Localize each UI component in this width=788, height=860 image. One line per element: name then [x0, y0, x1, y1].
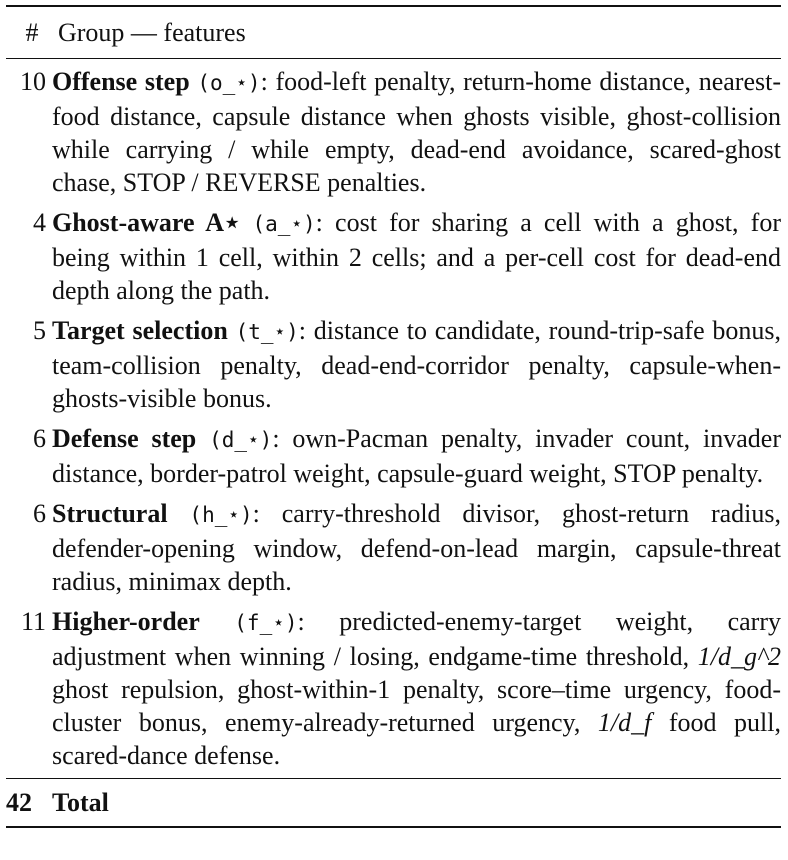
row-description [52, 497, 781, 598]
group-name: Target selection [52, 316, 228, 345]
row-description [52, 422, 781, 490]
group-name: Defense step [52, 424, 197, 453]
row-description [52, 314, 781, 415]
row-count: 6 [33, 424, 46, 453]
row-description [52, 605, 781, 772]
total-row [6, 779, 781, 826]
row-count: 11 [20, 607, 46, 636]
feature-list: : carry-threshold divisor, ghost-return radius, defender-opening window, defend-on-lead margin, capsule-threat radius, minimax depth. [52, 499, 781, 596]
row-count: 10 [20, 67, 46, 96]
feature-list: : distance to candidate, round-trip-safe bonus, team-collision penalty, dead-end-corridor penalty, capsule-when-ghosts-visible bonus. [52, 316, 782, 413]
table-row [6, 65, 781, 199]
group-name: Higher-order [52, 607, 200, 636]
feature-prefix: (a_⋆) [252, 212, 316, 236]
group-name: Offense step [52, 67, 190, 96]
table-header [6, 7, 781, 58]
feature-prefix: (t_⋆) [235, 320, 299, 344]
bottom-rule [6, 826, 781, 828]
total-count: 42 [6, 788, 32, 817]
ghost-repulsion-formula: 1/d_g^2 [697, 642, 781, 671]
table-row [6, 206, 781, 307]
food-pull-formula: 1/d_f [597, 708, 652, 737]
feature-prefix: (d_⋆) [209, 428, 273, 452]
row-count: 4 [33, 208, 46, 237]
table-row [6, 605, 781, 772]
table-body [6, 59, 781, 778]
table-row [6, 422, 781, 490]
row-count: 5 [33, 316, 46, 345]
table-row [6, 497, 781, 598]
group-name: Structural [52, 499, 168, 528]
row-description [52, 206, 781, 307]
feature-list-continued: ghost repulsion, ghost-within-1 penalty, score–time urgency, food-cluster bonus, enemy-already-returned urgency, [52, 675, 781, 737]
group-name: Ghost-aware A⋆ [52, 208, 241, 237]
feature-prefix: (f_⋆) [234, 611, 298, 635]
feature-prefix: (o_⋆) [197, 71, 261, 95]
feature-table [6, 5, 781, 828]
total-label: Total [52, 788, 109, 817]
feature-list: : cost for sharing a cell with a ghost, for being within 1 cell, within 2 cells; and a per-cell cost for dead-end depth along the path. [52, 208, 782, 305]
table-row [6, 314, 781, 415]
feature-list: : own-Pacman penalty, invader count, invader distance, border-patrol weight, capsule-guard weight, STOP penalty. [52, 424, 781, 488]
header-count: # [25, 18, 39, 47]
feature-prefix: (h_⋆) [189, 503, 253, 527]
feature-list: : food-left penalty, return-home distance, nearest-food distance, capsule distance when ghosts visible, ghost-collision while carrying / while empty, dead-end avoidance, scared-ghost chase, STOP / REVERSE penalties. [52, 67, 781, 197]
row-description [52, 65, 781, 199]
feature-list-end: food pull, scared-dance defense. [52, 708, 781, 770]
feature-list: : predicted-enemy-target weight, carry adjustment when winning / losing, endgame-time threshold, [52, 607, 781, 671]
row-count: 6 [33, 499, 46, 528]
header-group: Group — features [58, 18, 246, 47]
